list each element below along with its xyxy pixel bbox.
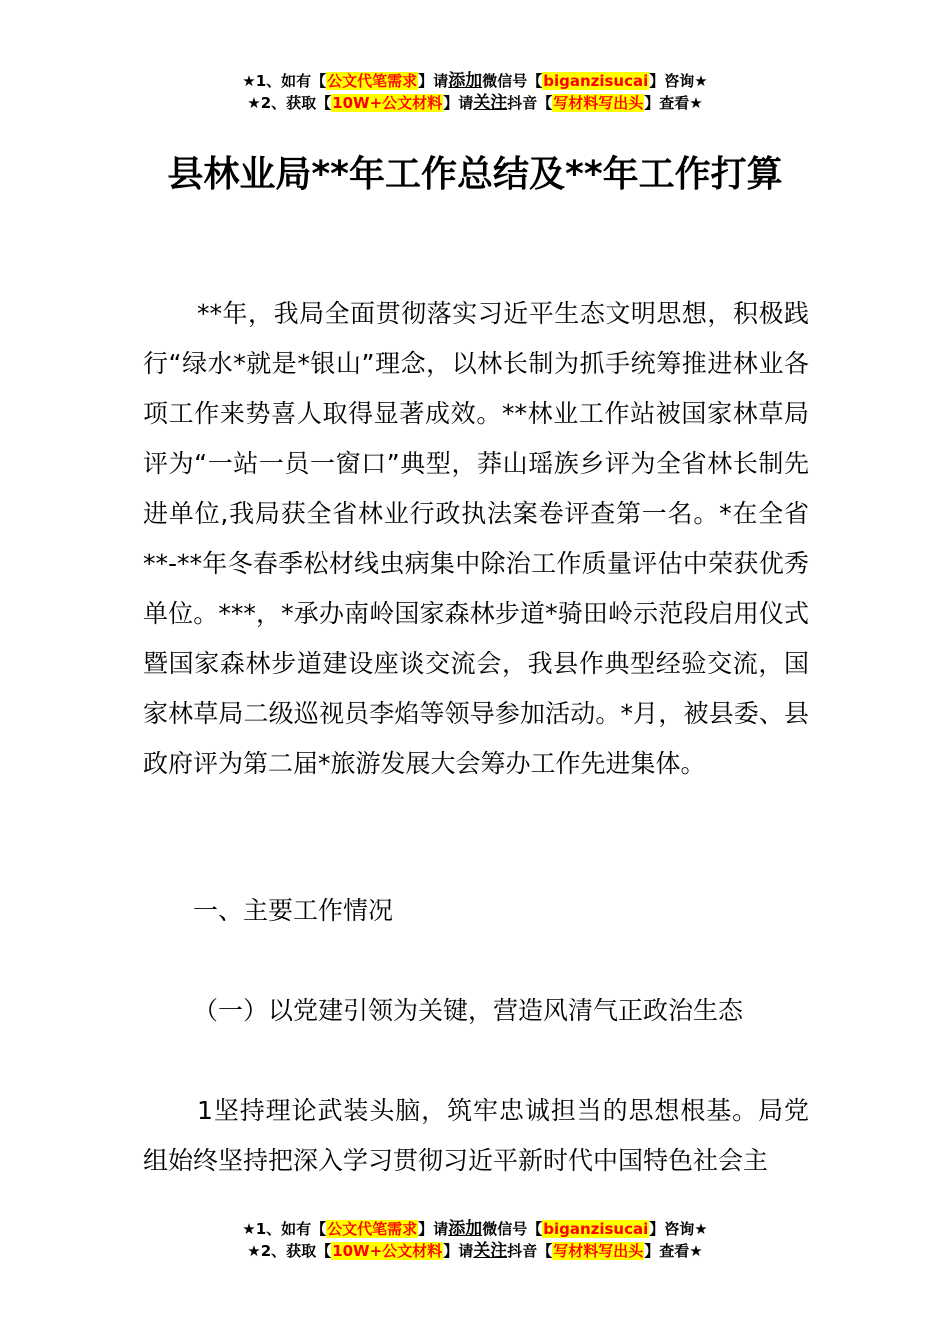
banner-text: ★2、获取【 — [247, 94, 332, 112]
banner-text: 】请 — [418, 1220, 449, 1238]
banner-text: ★1、如有【 — [242, 1220, 327, 1238]
banner-highlight: biganzisucai — [543, 1220, 649, 1238]
banner-line-2 — [0, 92, 950, 114]
banner-text: 】请 — [418, 72, 449, 90]
banner-text: 微信号【 — [482, 72, 543, 90]
banner-text: 抖音【 — [507, 94, 553, 112]
banner-text: 抖音【 — [507, 1242, 553, 1260]
intro-paragraph: **年，我局全面贯彻落实习近平生态文明思想，积极践行“绿水*就是*银山”理念，以林长制为抓手统筹推进林业各项工作来势喜人取得显著成效。**林业工作站被国家林草局评为“一站一员一窗口”典型，莽山瑶族乡评为全省林长制先进单位,我局获全省林业行政执法案卷评查第一名。*在全省**-**年冬春季松材线虫病集中除治工作质量评估中荣获优秀单位。***，*承办南岭国家森林步道*骑田岭示范段启用仪式暨国家森林步道建设座谈交流会，我县作典型经验交流，国家林草局二级巡视员李焰等领导参加活动。*月，被县委、县政府评为第二届*旅游发展大会筹办工作先进集体。 — [143, 299, 809, 778]
banner-text: 】请 — [443, 94, 474, 112]
document-title: 县林业局**年工作总结及**年工作打算 — [167, 154, 783, 195]
banner-line-1 — [0, 70, 950, 92]
banner-text: 】查看★ — [644, 1242, 703, 1260]
banner-text: 】查看★ — [644, 94, 703, 112]
banner-highlight: 写材料写出头 — [553, 94, 644, 112]
banner-highlight: 公文代笔需求 — [327, 72, 418, 90]
banner-text: 】咨询★ — [649, 1220, 708, 1238]
banner-highlight: 10W+公文材料 — [332, 1242, 443, 1260]
banner-text: ★2、获取【 — [247, 1242, 332, 1260]
banner-highlight: 公文代笔需求 — [327, 1220, 418, 1238]
banner-text: 】请 — [443, 1242, 474, 1260]
body-paragraph: 1坚持理论武装头脑，筑牢忠诚担当的思想根基。局党组始终坚持把深入学习贯彻习近平新时代中国特色社会主 — [143, 1096, 809, 1175]
banner-emphasis: 关注 — [473, 93, 508, 113]
section-heading: 一、主要工作情况 — [193, 896, 394, 925]
banner-emphasis: 添加 — [448, 1219, 483, 1239]
subsection-heading: （一）以党建引领为关键，营造风清气正政治生态 — [193, 996, 744, 1025]
banner-highlight: biganzisucai — [543, 72, 649, 90]
banner-line-1 — [0, 1218, 950, 1240]
header-banner — [0, 70, 950, 114]
footer-banner — [0, 1218, 950, 1262]
banner-text: 】咨询★ — [649, 72, 708, 90]
banner-text: ★1、如有【 — [242, 72, 327, 90]
banner-text: 微信号【 — [482, 1220, 543, 1238]
banner-highlight: 10W+公文材料 — [332, 94, 443, 112]
banner-emphasis: 关注 — [473, 1241, 508, 1261]
banner-emphasis: 添加 — [448, 71, 483, 91]
banner-line-2 — [0, 1240, 950, 1262]
banner-highlight: 写材料写出头 — [553, 1242, 644, 1260]
